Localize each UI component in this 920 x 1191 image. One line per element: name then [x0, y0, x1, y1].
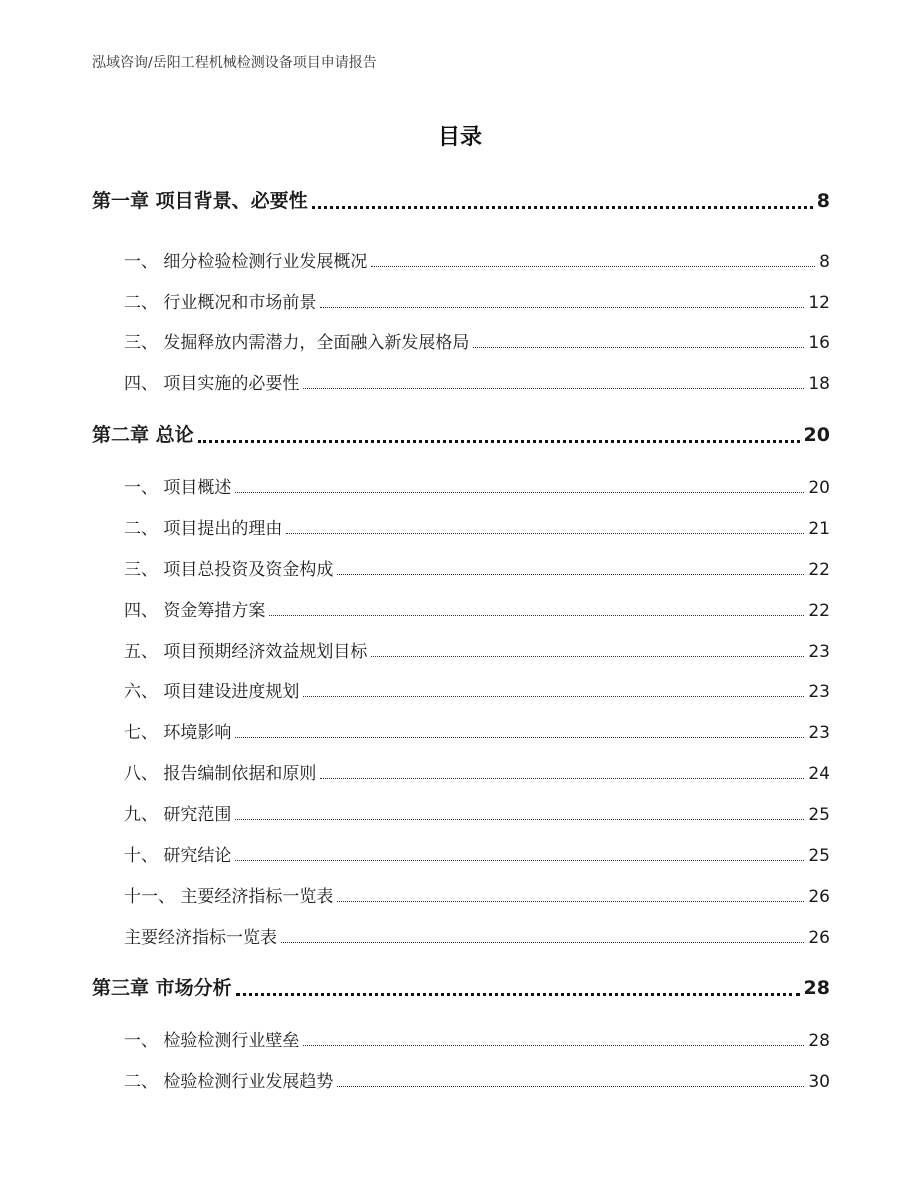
toc-entry-label: 一、 项目概述	[124, 478, 232, 498]
dot-leader	[286, 532, 804, 534]
toc-entry-page: 21	[808, 519, 830, 539]
toc-entry-label: 七、 环境影响	[124, 723, 232, 743]
toc-entry-label: 主要经济指标一览表	[124, 928, 277, 948]
dot-leader	[235, 859, 804, 861]
toc-entry-page: 8	[819, 252, 830, 272]
toc-entry[interactable]	[124, 1026, 830, 1051]
toc-entry-page: 25	[808, 846, 830, 866]
dot-leader	[320, 306, 804, 308]
dot-leader	[337, 1085, 804, 1087]
toc-entry[interactable]	[124, 288, 830, 313]
toc-entry-page: 12	[808, 293, 830, 313]
toc-entry-label: 第三章 市场分析	[92, 977, 232, 999]
toc-entry[interactable]	[124, 882, 830, 907]
toc-entry-chapter-3[interactable]	[92, 973, 830, 1000]
toc-entry-label: 一、 细分检验检测行业发展概况	[124, 252, 368, 272]
dot-leader	[281, 941, 804, 943]
toc-entry-label: 四、 资金筹措方案	[124, 601, 266, 621]
toc-entry-chapter-2[interactable]	[92, 420, 830, 447]
toc-entry-page: 26	[808, 887, 830, 907]
toc-entry-page: 25	[808, 805, 830, 825]
toc-entry-label: 二、 项目提出的理由	[124, 519, 283, 539]
dot-leader	[320, 777, 804, 779]
toc-entry[interactable]	[124, 718, 830, 743]
toc-entry-label: 第二章 总论	[92, 424, 194, 446]
toc-entry-label: 六、 项目建设进度规划	[124, 682, 300, 702]
dot-leader	[371, 655, 804, 657]
toc-entry-page: 28	[803, 977, 830, 999]
running-header: 泓域咨询/岳阳工程机械检测设备项目申请报告	[92, 55, 377, 71]
toc-entry-label: 二、 检验检测行业发展趋势	[124, 1072, 334, 1092]
toc-entry[interactable]	[124, 473, 830, 498]
toc-entry[interactable]	[124, 328, 830, 353]
dot-leader	[371, 265, 815, 267]
dot-leader	[312, 205, 813, 209]
toc-entry-label: 十、 研究结论	[124, 846, 232, 866]
toc-entry-page: 16	[808, 333, 830, 353]
toc-entry-chapter-1[interactable]	[92, 186, 830, 213]
toc-entry-page: 23	[808, 642, 830, 662]
toc-entry[interactable]	[124, 514, 830, 539]
toc-entry-page: 30	[808, 1072, 830, 1092]
dot-leader	[337, 900, 804, 902]
dot-leader	[235, 491, 804, 493]
toc-entry[interactable]	[124, 759, 830, 784]
toc-entry-page: 20	[803, 424, 830, 446]
toc-entry-label: 九、 研究范围	[124, 805, 232, 825]
toc-entry-page: 23	[808, 723, 830, 743]
toc-entry[interactable]	[124, 555, 830, 580]
dot-leader	[269, 614, 804, 616]
toc-entry[interactable]	[124, 247, 830, 272]
toc-entry[interactable]	[124, 369, 830, 394]
dot-leader	[473, 346, 804, 348]
toc-entry[interactable]	[124, 841, 830, 866]
toc-entry-page: 26	[808, 928, 830, 948]
toc-entry-label: 五、 项目预期经济效益规划目标	[124, 642, 368, 662]
toc-entry-label: 第一章 项目背景、必要性	[92, 190, 308, 212]
toc-entry-page: 23	[808, 682, 830, 702]
toc-entry-label: 四、 项目实施的必要性	[124, 374, 300, 394]
toc-entry-label: 八、 报告编制依据和原则	[124, 764, 317, 784]
toc-entry-label: 二、 行业概况和市场前景	[124, 293, 317, 313]
dot-leader	[235, 818, 804, 820]
dot-leader	[303, 1044, 804, 1046]
toc-entry[interactable]	[124, 1067, 830, 1092]
toc-entry-label: 十一、 主要经济指标一览表	[124, 887, 334, 907]
toc-title: 目录	[437, 125, 482, 150]
dot-leader	[303, 387, 804, 389]
toc-entry[interactable]	[124, 800, 830, 825]
dot-leader	[235, 736, 804, 738]
dot-leader	[303, 695, 804, 697]
toc-entry[interactable]	[124, 596, 830, 621]
toc-entry-label: 三、 发掘释放内需潜力，全面融入新发展格局	[124, 333, 470, 353]
toc-entry[interactable]	[124, 923, 830, 948]
dot-leader	[337, 573, 804, 575]
dot-leader	[198, 439, 800, 443]
toc-entry-page: 20	[808, 478, 830, 498]
toc-entry-label: 一、 检验检测行业壁垒	[124, 1031, 300, 1051]
toc-entry[interactable]	[124, 637, 830, 662]
toc-entry[interactable]	[124, 677, 830, 702]
toc-entry-page: 18	[808, 374, 830, 394]
toc-entry-page: 22	[808, 601, 830, 621]
dot-leader	[236, 992, 800, 996]
toc-entry-page: 8	[816, 190, 830, 212]
toc-entry-page: 28	[808, 1031, 830, 1051]
toc-entry-label: 三、 项目总投资及资金构成	[124, 560, 334, 580]
toc-entry-page: 24	[808, 764, 830, 784]
toc-entry-page: 22	[808, 560, 830, 580]
